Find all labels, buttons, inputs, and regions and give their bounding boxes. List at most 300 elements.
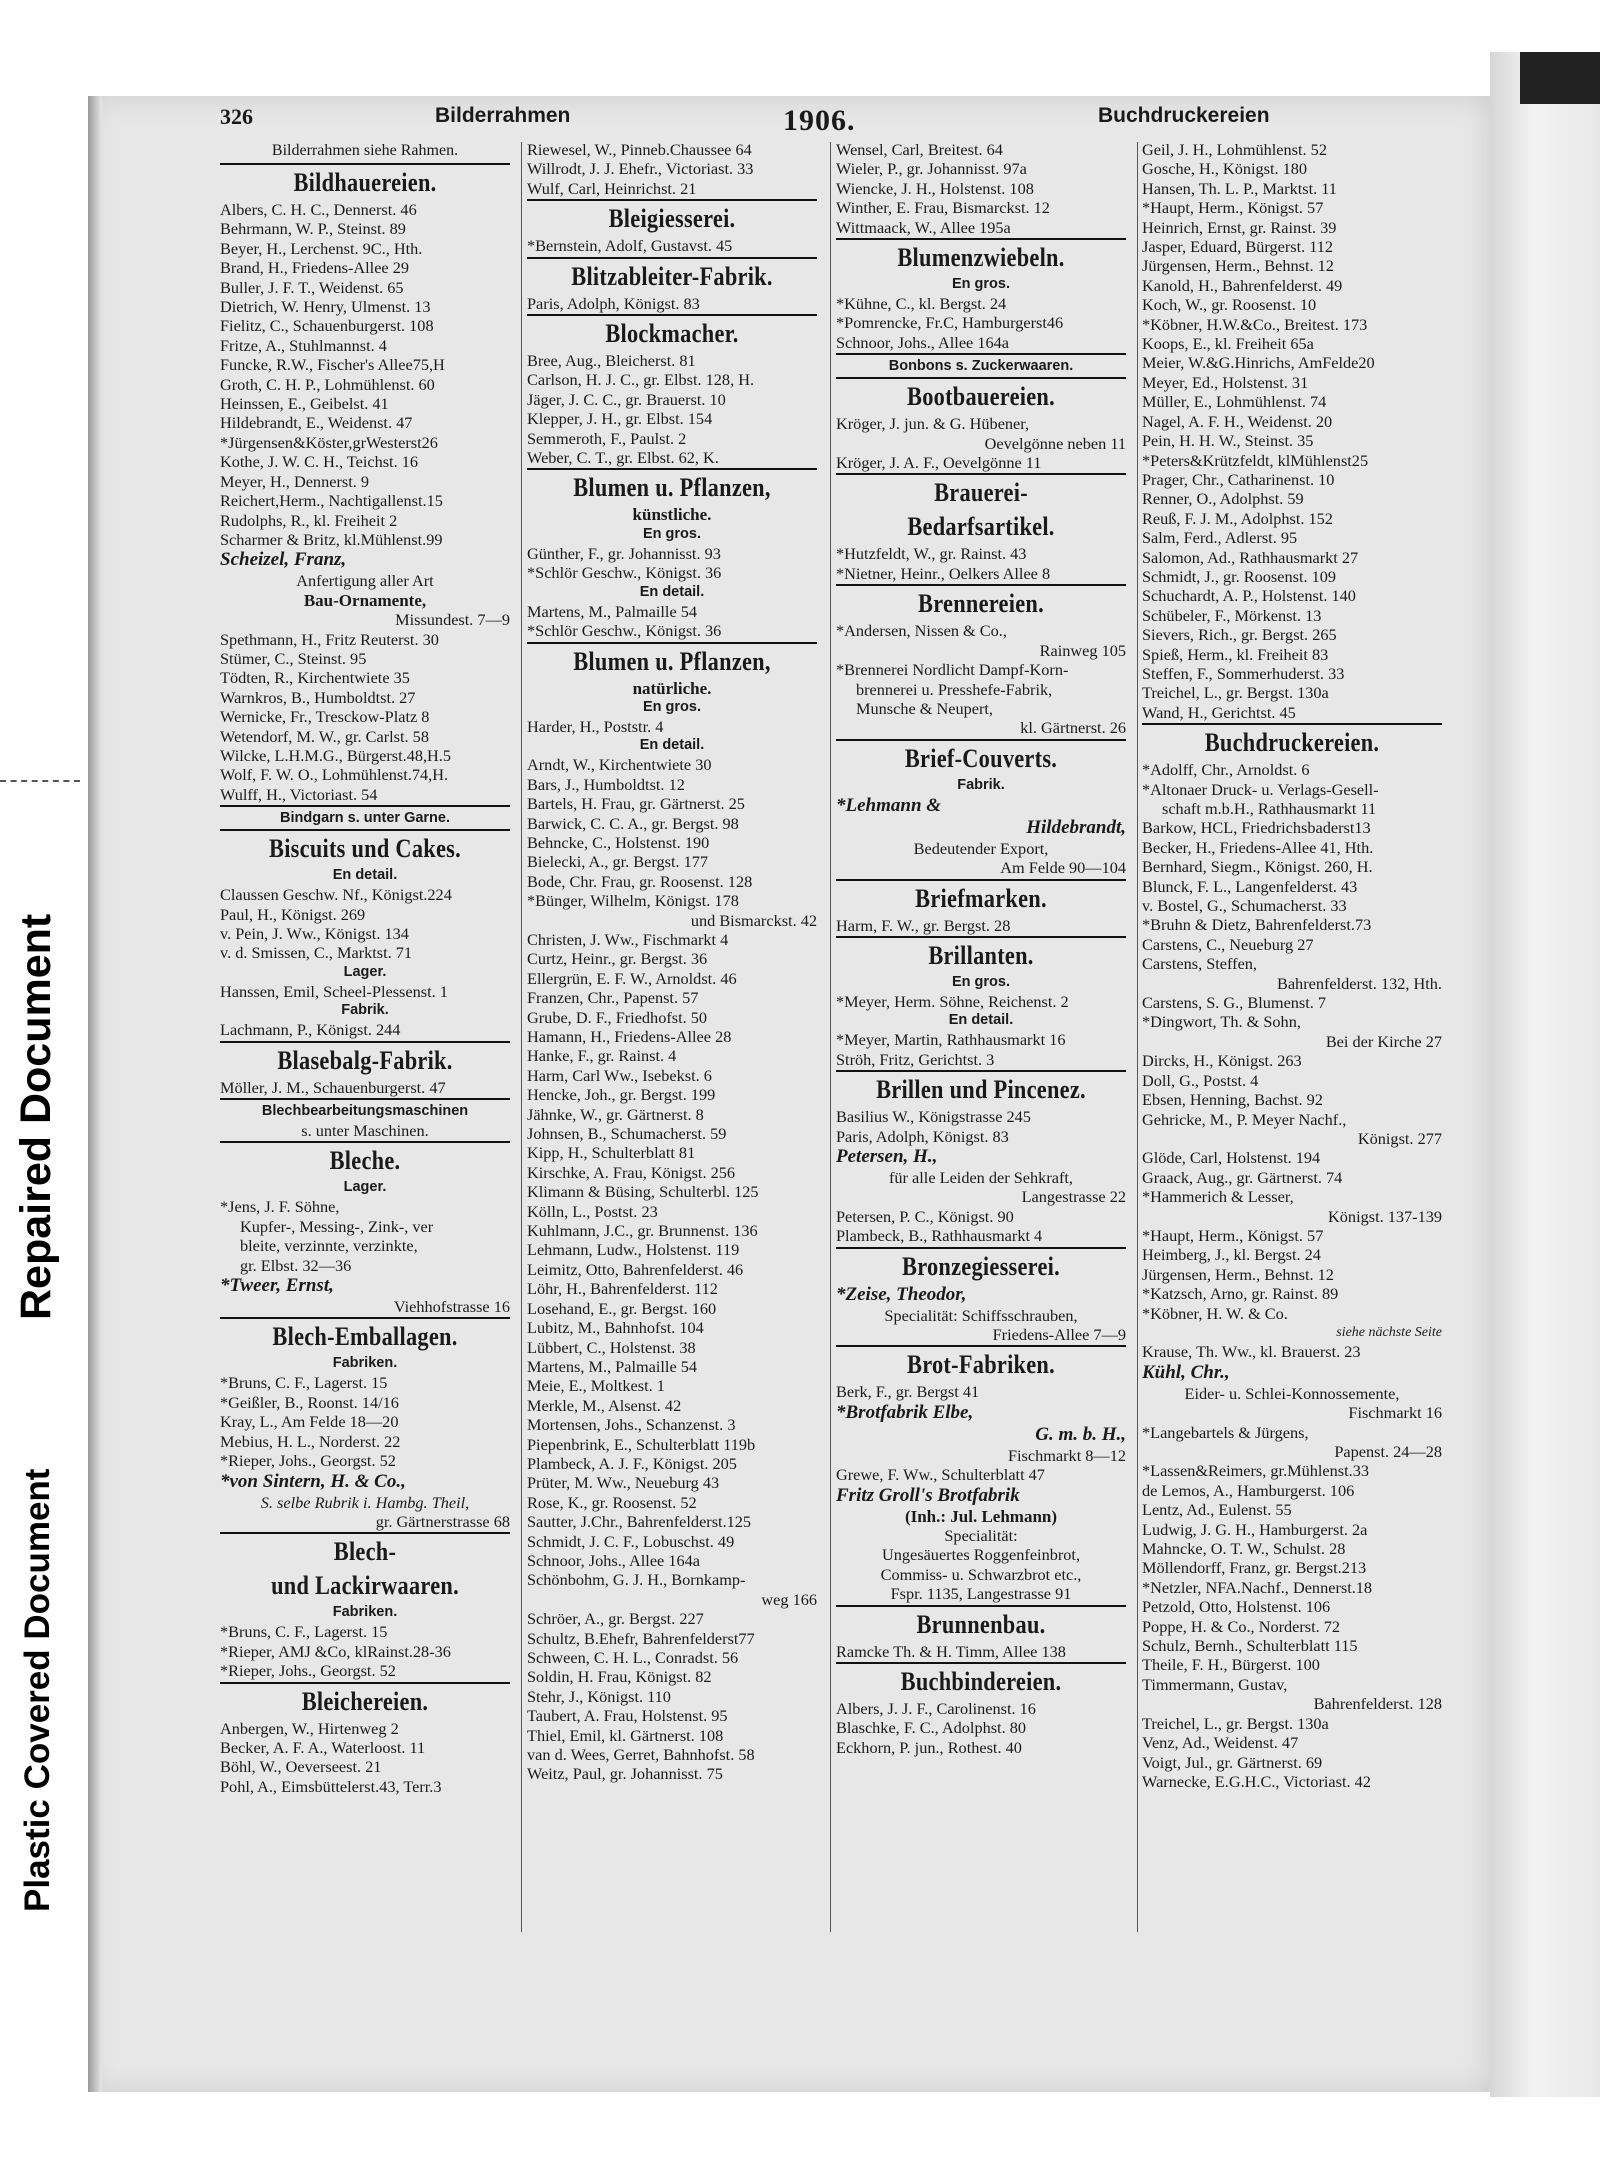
column-rule [830, 142, 831, 1932]
directory-entry: *Bruns, C. F., Lagerst. 15 [220, 1622, 388, 1642]
centered-text: Fspr. 1135, Langestrasse 91 [890, 1584, 1072, 1604]
directory-entry: Carlson, H. J. C., gr. Elbst. 128, H. [527, 370, 755, 390]
directory-entry: Harm, F. W., gr. Bergst. 28 [836, 915, 1011, 935]
directory-entry: Schmidt, J. C. F., Lobuschst. 49 [527, 1531, 735, 1551]
directory-entry: Schröer, A., gr. Bergst. 227 [527, 1609, 704, 1629]
section-heading: Bootbauereien. [907, 382, 1055, 412]
directory-entry: Wetendorf, M. W., gr. Carlst. 58 [220, 726, 429, 746]
directory-entry: *Rieper, AMJ &Co, klRainst.28-36 [220, 1641, 451, 1661]
directory-entry: Heinssen, E., Geibelst. 41 [220, 394, 389, 414]
directory-entry: *Meyer, Herm. Söhne, Reichenst. 2 [836, 991, 1069, 1011]
subheading: En gros. [642, 698, 701, 715]
directory-entry: Reuß, F. J. M., Adolphst. 152 [1142, 508, 1333, 528]
directory-entry: Winther, E. Frau, Bismarckst. 12 [836, 198, 1050, 218]
section-heading: Brief-Couverts. [904, 743, 1058, 773]
centered-text: für alle Leiden der Sehkraft, [889, 1167, 1073, 1187]
directory-entry: Jäger, J. C. C., gr. Brauerst. 10 [527, 389, 726, 409]
directory-entry: *Jürgensen&Köster,grWesterst26 [220, 432, 438, 452]
directory-entry: Kuhlmann, J.C., gr. Brunnenst. 136 [527, 1221, 758, 1241]
directory-entry: Prüter, M. Ww., Neueburg 43 [527, 1473, 720, 1493]
section-heading: Bildhauereien. [293, 168, 437, 197]
entry-address-right: kl. Gärtnerst. 26 [1020, 718, 1126, 738]
directory-entry: *Hammerich & Lesser, [1142, 1187, 1294, 1207]
section-heading: Brillen und Pincenez. [876, 1075, 1086, 1105]
directory-entry: Jähnke, W., gr. Gärtnerst. 8 [527, 1104, 704, 1124]
directory-entry: Schuchardt, A. P., Holstenst. 140 [1142, 586, 1356, 606]
section-rule [836, 879, 1126, 881]
section-rule [527, 642, 817, 644]
directory-entry: *Haupt, Herm., Königst. 57 [1142, 198, 1324, 218]
directory-entry: Buller, J. F. T., Weidenst. 65 [220, 277, 404, 297]
directory-entry: *Lassen&Reimers, gr.Mühlenst.33 [1142, 1461, 1370, 1481]
entry-continuation: bleite, verzinnte, verzinkte, [240, 1236, 418, 1256]
section-rule [527, 468, 817, 470]
entry-address-right: Am Felde 90—104 [1000, 858, 1126, 878]
directory-entry: Theile, F. H., Bürgerst. 100 [1142, 1655, 1320, 1675]
directory-entry: Brand, H., Friedens-Allee 29 [220, 258, 409, 278]
entry-address-right: Bei der Kirche 27 [1325, 1031, 1442, 1051]
column-rule [521, 142, 522, 1932]
section-rule [836, 1345, 1126, 1347]
advertiser-name: *Tweer, Ernst, [220, 1275, 334, 1297]
directory-entry: Jürgensen, Herm., Behnst. 12 [1142, 1264, 1334, 1284]
directory-entry: Spethmann, H., Fritz Reuterst. 30 [220, 629, 439, 649]
directory-entry: Semmeroth, F., Paulst. 2 [527, 428, 687, 448]
note-text: siehe nächste Seite [1336, 1324, 1442, 1340]
directory-entry: Bartels, H. Frau, gr. Gärtnerst. 25 [527, 794, 745, 814]
section-heading: Briefmarken. [915, 883, 1047, 913]
directory-entry: Jürgensen, Herm., Behnst. 12 [1142, 256, 1334, 276]
directory-entry: *Brennerei Nordlicht Dampf-Korn- [836, 660, 1069, 680]
centered-text: s. unter Maschinen. [301, 1121, 429, 1141]
section-rule [836, 473, 1126, 475]
directory-entry: *Bünger, Wilhelm, Königst. 178 [527, 891, 739, 911]
section-rule [527, 257, 817, 259]
directory-entry: Kray, L., Am Felde 18—20 [220, 1412, 399, 1432]
repaired-document-label: Repaired Document [12, 913, 60, 1320]
directory-entry: Klimann & Büsing, Schulterbl. 125 [527, 1182, 759, 1202]
directory-entry: Hansen, Th. L. P., Marktst. 11 [1142, 178, 1337, 198]
subheading: Fabriken. [332, 1604, 398, 1621]
directory-entry: *Jens, J. F. Söhne, [220, 1197, 340, 1217]
column-2 [527, 140, 817, 1784]
directory-entry: Timmermann, Gustav, [1142, 1674, 1288, 1694]
section-heading: Brot-Fabriken. [907, 1350, 1055, 1380]
advertiser-name: *Zeise, Theodor, [836, 1283, 967, 1305]
section-heading: Brauerei- [934, 478, 1028, 508]
directory-entry: Beyer, H., Lerchenst. 9C., Hth. [220, 238, 423, 258]
directory-entry: Stümer, C., Steinst. 95 [220, 648, 367, 668]
directory-entry: Ebsen, Henning, Bachst. 92 [1142, 1090, 1323, 1110]
directory-entry: Schnoor, Johs., Allee 164a [527, 1550, 700, 1570]
directory-entry: Wand, H., Gerichtst. 45 [1142, 702, 1296, 722]
directory-entry: Wulff, H., Victoriast. 54 [220, 784, 378, 804]
directory-entry: Gehricke, M., P. Meyer Nachf., [1142, 1109, 1347, 1129]
directory-entry: *Rieper, Johs., Georgst. 52 [220, 1661, 396, 1681]
directory-entry: Merkle, M., Alsenst. 42 [527, 1395, 682, 1415]
subheading: Fabriken. [332, 1355, 398, 1372]
section-heading: und Lackirwaaren. [271, 1571, 459, 1601]
directory-entry: Reichert,Herm., Nachtigallenst.15 [220, 491, 443, 511]
directory-entry: *Kühne, C., kl. Bergst. 24 [836, 294, 1007, 314]
entry-address-right: Fischmarkt 8—12 [1007, 1445, 1126, 1465]
subheading: En detail. [948, 1012, 1014, 1029]
directory-entry: Nagel, A. F. H., Weidenst. 20 [1142, 411, 1333, 431]
directory-entry: Plambeck, B., Rathhausmarkt 4 [836, 1226, 1043, 1246]
directory-entry: Bernhard, Siegm., Königst. 260, H. [1142, 857, 1373, 877]
subheading: En gros. [642, 525, 701, 542]
directory-entry: Pein, H. H. W., Steinst. 35 [1142, 431, 1314, 451]
directory-entry: *Schlör Geschw., Königst. 36 [527, 621, 722, 641]
entry-address-right: Königst. 137-139 [1328, 1206, 1442, 1226]
directory-entry: Paris, Adolph, Königst. 83 [527, 293, 700, 313]
directory-entry: Krause, Th. Ww., kl. Brauerst. 23 [1142, 1342, 1361, 1362]
entry-address-right: Viehhofstrasse 16 [393, 1297, 510, 1317]
section-rule [836, 1247, 1126, 1249]
directory-entry: *Haupt, Herm., Königst. 57 [1142, 1225, 1324, 1245]
directory-entry: Fielitz, C., Schauenburgerst. 108 [220, 316, 434, 336]
section-heading: Bronzegiesserei. [902, 1251, 1060, 1281]
directory-entry: Leimitz, Otto, Bahrenfelderst. 46 [527, 1259, 744, 1279]
section-rule [220, 163, 510, 165]
entry-address-right: Oevelgönne neben 11 [984, 433, 1126, 453]
advertiser-name-cont: Hildebrandt, [1026, 816, 1126, 838]
subheading: Fabrik. [341, 1002, 389, 1019]
entry-continuation: schaft m.b.H., Rathhausmarkt 11 [1162, 799, 1377, 818]
centered-text: Ungesäuertes Roggenfeinbrot, [881, 1545, 1081, 1565]
advertiser-name-cont: G. m. b. H., [1035, 1423, 1126, 1445]
directory-entry: Taubert, A. Frau, Holstenst. 95 [527, 1706, 728, 1726]
directory-entry: Barkow, HCL, Friedrichsbaderst13 [1142, 818, 1371, 838]
advertiser-name: Kühl, Chr., [1142, 1361, 1230, 1383]
centered-text: Eider- u. Schlei-Konnossemente, [1184, 1383, 1400, 1403]
subheading: Lager. [343, 1179, 387, 1196]
directory-entry: Böhl, W., Oeverseest. 21 [220, 1757, 382, 1777]
directory-entry: Schween, C. H. L., Conradst. 56 [527, 1648, 739, 1667]
directory-entry: Franzen, Chr., Papenst. 57 [527, 988, 699, 1008]
directory-entry: Schübeler, F., Mörkenst. 13 [1142, 605, 1322, 625]
section-heading: Blumen u. Pflanzen, [573, 473, 771, 503]
entry-address-right: Papenst. 24—28 [1334, 1442, 1442, 1461]
running-head-right: Buchdruckereien [1098, 104, 1270, 127]
directory-entry: Kirschke, A. Frau, Königst. 256 [527, 1162, 736, 1182]
section-rule [836, 377, 1126, 379]
directory-entry: Ströh, Fritz, Gerichtst. 3 [836, 1049, 995, 1069]
directory-entry: Weitz, Paul, gr. Johannisst. 75 [527, 1764, 723, 1784]
section-rule [836, 584, 1126, 586]
directory-entry: Warnecke, E.G.H.C., Victoriast. 42 [1142, 1771, 1371, 1791]
entry-continuation: gr. Elbst. 32—36 [240, 1255, 352, 1275]
directory-entry: Behrmann, W. P., Steinst. 89 [220, 219, 406, 239]
directory-entry: Blaschke, F. C., Adolphst. 80 [836, 1718, 1027, 1738]
directory-entry: Wiencke, J. H., Holstenst. 108 [836, 178, 1034, 198]
entry-continuation: Kupfer-, Messing-, Zink-, ver [240, 1216, 434, 1236]
entry-address-right: Friedens-Allee 7—9 [992, 1325, 1126, 1344]
subheading: En gros. [951, 973, 1010, 990]
entry-address-right: Bahrenfelderst. 128 [1313, 1694, 1442, 1714]
directory-entry: Eckhorn, P. jun., Rothest. 40 [836, 1737, 1022, 1757]
directory-entry: Barwick, C. C. A., gr. Bergst. 98 [527, 813, 739, 833]
subheading: Blechbearbeitungsmaschinen [261, 1103, 469, 1120]
directory-entry: Berk, F., gr. Bergst 41 [836, 1382, 980, 1402]
section-rule [836, 739, 1126, 741]
directory-entry: Thiel, Emil, kl. Gärtnerst. 108 [527, 1725, 724, 1745]
directory-entry: v. d. Smissen, C., Marktst. 71 [220, 943, 413, 963]
directory-entry: Soldin, H. Frau, Königst. 82 [527, 1667, 712, 1687]
directory-entry: Carstens, Steffen, [1142, 954, 1258, 974]
directory-entry: Sievers, Rich., gr. Bergst. 265 [1142, 625, 1337, 645]
directory-entry: Salm, Ferd., Adlerst. 95 [1142, 528, 1298, 548]
directory-entry: Pohl, A., Eimsbüttelerst.43, Terr.3 [220, 1776, 442, 1796]
subheading: En gros. [951, 276, 1010, 293]
directory-entry: Lubitz, M., Bahnhofst. 104 [527, 1318, 704, 1338]
section-heading: Bleche. [329, 1146, 401, 1176]
directory-entry: Ellergrün, E. F. W., Arnoldst. 46 [527, 968, 737, 988]
directory-entry: Doll, G., Postst. 4 [1142, 1070, 1259, 1090]
directory-entry: Bode, Chr. Frau, gr. Roosenst. 128 [527, 871, 753, 891]
subheading: Fabrik. [957, 776, 1005, 793]
directory-entry: *Nietner, Heinr., Oelkers Allee 8 [836, 563, 1051, 583]
directory-entry: Poppe, H. & Co., Norderst. 72 [1142, 1616, 1341, 1636]
centered-text: Bedeutender Export, [913, 838, 1049, 858]
directory-entry: Scharmer & Britz, kl.Mühlenst.99 [220, 529, 443, 549]
directory-entry: Petersen, P. C., Königst. 90 [836, 1206, 1014, 1226]
directory-entry: Lachmann, P., Königst. 244 [220, 1020, 401, 1040]
section-rule [220, 1317, 510, 1319]
section-rule [836, 238, 1126, 240]
section-rule [220, 1141, 510, 1143]
directory-entry: Günther, F., gr. Johannisst. 93 [527, 543, 721, 563]
centered-text: Commiss- u. Schwarzbrot etc., [880, 1564, 1082, 1584]
directory-entry: *Pomrencke, Fr.C, Hamburgerst46 [836, 313, 1064, 333]
directory-entry: Albers, J. J. F., Carolinenst. 16 [836, 1699, 1036, 1719]
section-heading: Blasebalg-Fabrik. [277, 1045, 453, 1075]
directory-entry: Harder, H., Poststr. 4 [527, 716, 664, 736]
directory-entry: Blunck, F. L., Langenfelderst. 43 [1142, 876, 1358, 896]
section-heading: Buchbindereien. [900, 1667, 1062, 1697]
directory-entry: Basilius W., Königstrasse 245 [836, 1107, 1031, 1127]
column-1 [220, 140, 510, 1796]
cross-reference: Bilderrahmen siehe Rahmen. [271, 142, 459, 159]
column-3 [836, 140, 1126, 1757]
directory-entry: Klepper, J. H., gr. Elbst. 154 [527, 409, 713, 429]
directory-entry: Treichel, L., gr. Bergst. 130a [1142, 683, 1329, 703]
directory-entry: Fritze, A., Stuhlmannst. 4 [220, 335, 387, 355]
directory-entry: Curtz, Heinr., gr. Bergst. 36 [527, 949, 708, 969]
directory-entry: de Lemos, A., Hamburgerst. 106 [1142, 1480, 1355, 1500]
directory-entry: *Schlör Geschw., Königst. 36 [527, 563, 722, 583]
directory-entry: Martens, M., Palmaille 54 [527, 601, 698, 621]
directory-entry: *Rieper, Johs., Georgst. 52 [220, 1451, 396, 1471]
centered-text: Specialität: Schiffsschrauben, [884, 1305, 1078, 1325]
section-rule [220, 1041, 510, 1043]
directory-entry: Rose, K., gr. Roosenst. 52 [527, 1492, 697, 1512]
section-heading: Blumen u. Pflanzen, [573, 646, 771, 676]
directory-entry: Martens, M., Palmaille 54 [527, 1356, 698, 1376]
directory-entry: Plambeck, A. J. F., Königst. 205 [527, 1453, 737, 1473]
bold-centered-text: (Inh.: Jul. Lehmann) [904, 1506, 1058, 1526]
directory-entry: *Peters&Krützfeldt, klMühlenst25 [1142, 450, 1369, 470]
entry-address-right: Fischmarkt 16 [1348, 1403, 1442, 1423]
subheading: En detail. [639, 737, 705, 754]
directory-entry: Kipp, H., Schulterblatt 81 [527, 1143, 696, 1163]
directory-entry: Riewesel, W., Pinneb.Chaussee 64 [527, 140, 752, 159]
bold-centered-text: natürliche. [632, 678, 712, 698]
directory-entry: *Bruhn & Dietz, Bahrenfelderst.73 [1142, 915, 1372, 935]
entry-address-right: Rainweg 105 [1039, 640, 1126, 660]
section-heading: Blitzableiter-Fabrik. [571, 261, 773, 291]
directory-entry: Rudolphs, R., kl. Freiheit 2 [220, 510, 398, 530]
directory-entry: Schnoor, Johs., Allee 164a [836, 332, 1009, 352]
directory-entry: Venz, Ad., Weidenst. 47 [1142, 1733, 1299, 1753]
column-4 [1142, 140, 1442, 1791]
entry-address-right: Missundest. 7—9 [395, 610, 510, 630]
directory-entry: *Dingwort, Th. & Sohn, [1142, 1012, 1301, 1032]
directory-entry: *Netzler, NFA.Nachf., Dennerst.18 [1142, 1577, 1373, 1597]
directory-entry: Geil, J. H., Lohmühlenst. 52 [1142, 140, 1327, 159]
section-heading: Blech- [333, 1537, 397, 1567]
section-rule [836, 936, 1126, 938]
advertiser-name: Scheizel, Franz, [220, 549, 347, 571]
bold-centered-text: Bau-Ornamente, [303, 590, 427, 610]
entry-address-right: Königst. 277 [1357, 1128, 1442, 1148]
directory-entry: Löhr, H., Bahrenfelderst. 112 [527, 1279, 718, 1299]
directory-entry: Kröger, J. jun. & G. Hübener, [836, 414, 1030, 434]
directory-entry: Behncke, C., Holstenst. 190 [527, 832, 710, 852]
section-heading: Biscuits und Cakes. [269, 834, 461, 864]
directory-entry: Glöde, Carl, Holstenst. 194 [1142, 1148, 1321, 1168]
directory-entry: Albers, C. H. C., Dennerst. 46 [220, 200, 417, 219]
directory-entry: Bars, J., Humboldtst. 12 [527, 774, 685, 794]
directory-entry: Wernicke, Fr., Tresckow-Platz 8 [220, 707, 430, 727]
directory-entry: Willrodt, J. J. Ehefr., Victoriast. 33 [527, 159, 754, 179]
entry-continuation: Munsche & Neupert, [856, 698, 993, 718]
centered-italic-text: S. selbe Rubrik i. Hambg. Theil, [260, 1492, 470, 1512]
directory-entry: Kanold, H., Bahrenfelderst. 49 [1142, 275, 1343, 295]
directory-entry: Mortensen, Johs., Schanzenst. 3 [527, 1415, 736, 1435]
section-rule [836, 1605, 1126, 1607]
subheading: Bonbons s. Zuckerwaaren. [888, 358, 1074, 375]
directory-entry: Hanke, F., gr. Rainst. 4 [527, 1046, 677, 1066]
entry-address-right: und Bismarckst. 42 [690, 910, 817, 930]
directory-entry: *Köbner, H. W. & Co. [1142, 1303, 1288, 1323]
directory-entry: Müller, E., Lohmühlenst. 74 [1142, 392, 1327, 412]
directory-entry: Schulz, Bernh., Schulterblatt 115 [1142, 1636, 1358, 1656]
section-rule [527, 314, 817, 316]
section-heading: Brillanten. [928, 940, 1034, 970]
directory-entry: Lentz, Ad., Eulenst. 55 [1142, 1500, 1292, 1520]
directory-entry: Groth, C. H. P., Lohmühlenst. 60 [220, 374, 435, 394]
directory-entry: Paris, Adolph, Königst. 83 [836, 1126, 1009, 1146]
directory-entry: Meyer, H., Dennerst. 9 [220, 471, 370, 491]
directory-entry: Stehr, J., Königst. 110 [527, 1686, 671, 1706]
directory-entry: Meyer, Ed., Holstenst. 31 [1142, 372, 1309, 392]
directory-entry: Tödten, R., Kirchentwiete 35 [220, 668, 410, 688]
advertiser-name: *Brotfabrik Elbe, [836, 1401, 974, 1423]
directory-entry: *Meyer, Martin, Rathhausmarkt 16 [836, 1030, 1066, 1050]
scan-edge-dark [1520, 52, 1600, 104]
directory-entry: *Hutzfeldt, W., gr. Rainst. 43 [836, 544, 1027, 564]
dashed-divider [0, 780, 80, 782]
section-rule [527, 199, 817, 201]
subheading: En detail. [332, 867, 398, 884]
directory-entry: Piepenbrink, E., Schulterblatt 119b [527, 1434, 756, 1454]
section-heading: Brunnenbau. [916, 1609, 1046, 1639]
directory-entry: Kölln, L., Postst. 23 [527, 1201, 658, 1221]
section-rule [220, 1532, 510, 1534]
directory-entry: Salomon, Ad., Rathhausmarkt 27 [1142, 547, 1359, 567]
directory-entry: Kröger, J. A. F., Oevelgönne 11 [836, 453, 1042, 473]
advertiser-name: *Lehmann & [836, 794, 942, 816]
directory-entry: Mahncke, O. T. W., Schulst. 28 [1142, 1539, 1346, 1559]
centered-text: Anfertigung aller Art [296, 571, 434, 591]
column-rule [1137, 142, 1138, 1932]
directory-entry: *Bernstein, Adolf, Gustavst. 45 [527, 236, 733, 256]
directory-entry: Losehand, E., gr. Bergst. 160 [527, 1298, 717, 1318]
subheading: Lager. [343, 963, 387, 980]
directory-entry: Schultz, B.Ehefr, Bahrenfelderst77 [527, 1628, 755, 1648]
page-header [220, 104, 1460, 140]
plastic-covered-label: Plastic Covered Document [18, 1468, 57, 1912]
subheading: Bindgarn s. unter Garne. [280, 810, 450, 827]
directory-entry: Paul, H., Königst. 269 [220, 904, 366, 924]
directory-entry: Grewe, F. Ww., Schulterblatt 47 [836, 1465, 1045, 1485]
section-heading: Bedarfsartikel. [907, 512, 1055, 542]
directory-entry: Hamann, H., Friedens-Allee 28 [527, 1027, 732, 1046]
directory-entry: Hanssen, Emil, Scheel-Plessenst. 1 [220, 981, 448, 1001]
page-number: 326 [220, 104, 253, 129]
directory-entry: *Köbner, H.W.&Co., Breitest. 173 [1142, 314, 1368, 334]
scan-edge [1490, 52, 1600, 2097]
directory-entry: Hencke, Joh., gr. Bergst. 199 [527, 1085, 716, 1105]
page-shadow [88, 96, 102, 2092]
directory-entry: Schönbohm, G. J. H., Bornkamp- [527, 1570, 746, 1590]
directory-entry: Ludwig, J. G. H., Hamburgerst. 2a [1142, 1519, 1368, 1539]
directory-entry: *Andersen, Nissen & Co., [836, 621, 1007, 641]
directory-entry: *Altonaer Druck- u. Verlags-Gesell- [1142, 779, 1379, 799]
directory-entry: Möller, J. M., Schauenburgerst. 47 [220, 1077, 446, 1097]
directory-entry: Bielecki, A., gr. Bergst. 177 [527, 852, 709, 872]
directory-entry: Anbergen, W., Hirtenweg 2 [220, 1718, 399, 1738]
directory-entry: Lübbert, C., Holstenst. 38 [527, 1337, 696, 1357]
directory-entry: v. Pein, J. Ww., Königst. 134 [220, 924, 409, 943]
section-heading: Bleichereien. [301, 1686, 429, 1716]
running-head-year: 1906. [783, 104, 856, 137]
section-rule [836, 1662, 1126, 1664]
directory-entry: Harm, Carl Ww., Isebekst. 6 [527, 1065, 712, 1085]
directory-entry: Voigt, Jul., gr. Gärtnerst. 69 [1142, 1752, 1323, 1772]
directory-entry: Sautter, J.Chr., Bahrenfelderst.125 [527, 1512, 752, 1532]
advertiser-name: Petersen, H., [836, 1145, 938, 1167]
directory-entry: *Bruns, C. F., Lagerst. 15 [220, 1373, 388, 1393]
directory-entry: *Geißler, B., Roonst. 14/16 [220, 1392, 399, 1412]
section-rule [1142, 723, 1442, 725]
section-rule [220, 829, 510, 831]
section-heading: Blockmacher. [605, 319, 739, 349]
directory-entry: Renner, O., Adolphst. 59 [1142, 489, 1304, 509]
directory-entry: v. Bostel, G., Schumacherst. 33 [1142, 896, 1347, 916]
directory-entry: Spieß, Herm., kl. Freiheit 83 [1142, 644, 1329, 664]
directory-entry: Johnsen, B., Schumacherst. 59 [527, 1124, 727, 1144]
directory-entry: Graack, Aug., gr. Gärtnerst. 74 [1142, 1167, 1343, 1187]
directory-entry: Meie, E., Moltkest. 1 [527, 1376, 665, 1396]
directory-entry: Steffen, F., Sommerhuderst. 33 [1142, 663, 1345, 683]
directory-entry: Ramcke Th. & H. Timm, Allee 138 [836, 1641, 1066, 1661]
directory-entry: Wolf, F. W. O., Lohmühlenst.74,H. [220, 765, 449, 785]
directory-entry: Prager, Chr., Catharinenst. 10 [1142, 469, 1335, 489]
directory-entry: *Adolff, Chr., Arnoldst. 6 [1142, 760, 1310, 780]
directory-entry: Grube, D. F., Friedhofst. 50 [527, 1007, 708, 1027]
